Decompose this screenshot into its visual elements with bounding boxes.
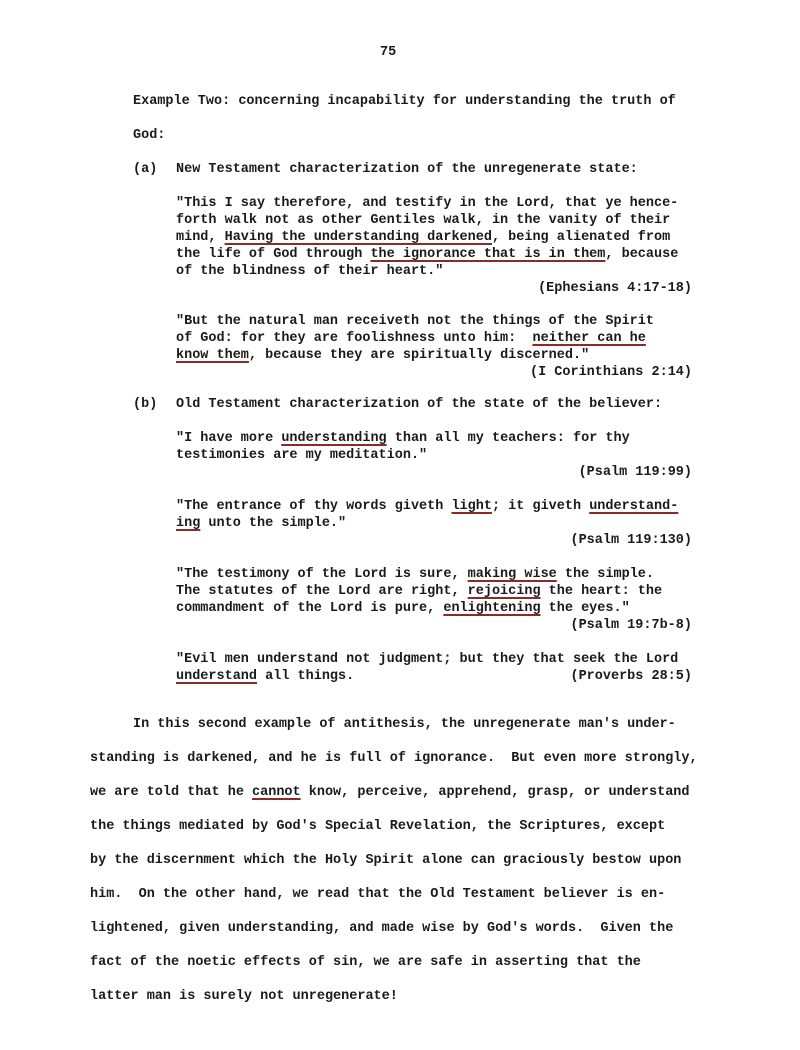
quote-psalm-19-line-1 xyxy=(176,566,654,583)
reference-proverbs: (Proverbs 28:5) xyxy=(570,669,692,684)
body-line-4: the things mediated by God's Special Revelation, the Scriptures, except xyxy=(90,819,666,834)
section-a-marker: (a) xyxy=(133,162,158,177)
body-line-9: latter man is surely not unregenerate! xyxy=(90,989,398,1004)
text-run: "I have more xyxy=(176,431,282,446)
text-run: , being alienated from xyxy=(491,230,671,245)
text-run: mind, xyxy=(176,230,225,245)
underlined-phrase: enlightening xyxy=(443,601,541,616)
quote-ephesians-line-5: of the blindness of their heart." xyxy=(176,264,444,279)
text-run: ; it giveth xyxy=(491,499,590,514)
underlined-phrase: rejoicing xyxy=(467,584,541,599)
text-run: than all my teachers: for thy xyxy=(386,431,630,446)
quote-psalm-119-130-line-2 xyxy=(176,515,346,532)
text-run: the simple. xyxy=(556,567,654,582)
body-line-6: him. On the other hand, we read that the Old Testament believer is en- xyxy=(90,887,666,902)
body-line-5: by the discernment which the Holy Spirit alone can graciously bestow upon xyxy=(90,853,682,868)
quote-corinthians-line-3 xyxy=(176,347,589,364)
text-run: the eyes." xyxy=(540,601,630,616)
underlined-phrase: know them xyxy=(176,348,249,363)
quote-corinthians-line-1: "But the natural man receiveth not the things of the Spirit xyxy=(176,314,654,329)
quote-corinthians-line-2 xyxy=(176,330,646,347)
text-run: the life of God through xyxy=(176,247,371,262)
section-b-marker: (b) xyxy=(133,397,158,412)
quote-psalm-119-99-line-2: testimonies are my meditation." xyxy=(176,448,428,463)
quote-ephesians-line-4 xyxy=(176,246,678,263)
underlined-phrase: neither can he xyxy=(532,331,646,346)
quote-proverbs-line-2 xyxy=(176,668,354,685)
text-run: "The testimony of the Lord is sure, xyxy=(176,567,468,582)
body-line-1: In this second example of antithesis, the unregenerate man's under- xyxy=(133,717,676,732)
text-run: know, perceive, apprehend, grasp, or understand xyxy=(300,785,690,800)
reference-corinthians: (I Corinthians 2:14) xyxy=(529,365,692,380)
text-run: unto the simple." xyxy=(200,516,347,531)
underlined-phrase: cannot xyxy=(252,785,301,800)
quote-ephesians-line-1: "This I say therefore, and testify in the Lord, that ye hence- xyxy=(176,196,679,211)
body-line-2: standing is darkened, and he is full of ignorance. But even more strongly, xyxy=(90,751,698,766)
underlined-phrase: understand xyxy=(176,669,258,684)
heading-line-2: God: xyxy=(133,128,166,143)
quote-psalm-119-130-line-1 xyxy=(176,498,678,515)
body-line-3 xyxy=(90,784,690,801)
quote-psalm-19-line-2 xyxy=(176,583,662,600)
underlined-phrase: Having the understanding darkened xyxy=(224,230,492,245)
underlined-phrase: the ignorance that is in them xyxy=(370,247,606,262)
heading-line-1: Example Two: concerning incapability for understanding the truth of xyxy=(133,94,676,109)
reference-psalm-19: (Psalm 19:7b-8) xyxy=(570,618,692,633)
text-run: , because xyxy=(605,247,679,262)
body-line-8: fact of the noetic effects of sin, we are safe in asserting that the xyxy=(90,955,641,970)
underlined-phrase: ing xyxy=(176,516,201,531)
underlined-phrase: understand- xyxy=(589,499,679,514)
page-number: 75 xyxy=(380,45,397,60)
text-run: "The entrance of thy words giveth xyxy=(176,499,452,514)
text-run: , because they are spiritually discerned." xyxy=(248,348,590,363)
quote-ephesians-line-3 xyxy=(176,229,670,246)
section-a-title: New Testament characterization of the unregenerate state: xyxy=(176,162,638,177)
quote-psalm-119-99-line-1 xyxy=(176,430,630,447)
reference-ephesians: (Ephesians 4:17-18) xyxy=(538,281,692,296)
underlined-phrase: understanding xyxy=(281,431,387,446)
text-run: commandment of the Lord is pure, xyxy=(176,601,444,616)
reference-psalm-119-130: (Psalm 119:130) xyxy=(570,533,692,548)
text-run: all things. xyxy=(257,669,355,684)
text-run: of God: for they are foolishness unto him: xyxy=(176,331,533,346)
text-run: The statutes of the Lord are right, xyxy=(176,584,468,599)
underlined-phrase: light xyxy=(451,499,492,514)
text-run: the heart: the xyxy=(540,584,663,599)
reference-psalm-119-99: (Psalm 119:99) xyxy=(578,465,692,480)
text-run: we are told that he xyxy=(90,785,253,800)
section-b-title: Old Testament characterization of the state of the believer: xyxy=(176,397,663,412)
quote-proverbs-line-1: "Evil men understand not judgment; but they that seek the Lord xyxy=(176,652,679,667)
underlined-phrase: making wise xyxy=(467,567,557,582)
quote-psalm-19-line-3 xyxy=(176,600,630,617)
body-line-7: lightened, given understanding, and made wise by God's words. Given the xyxy=(90,921,674,936)
quote-ephesians-line-2: forth walk not as other Gentiles walk, in the vanity of their xyxy=(176,213,671,228)
